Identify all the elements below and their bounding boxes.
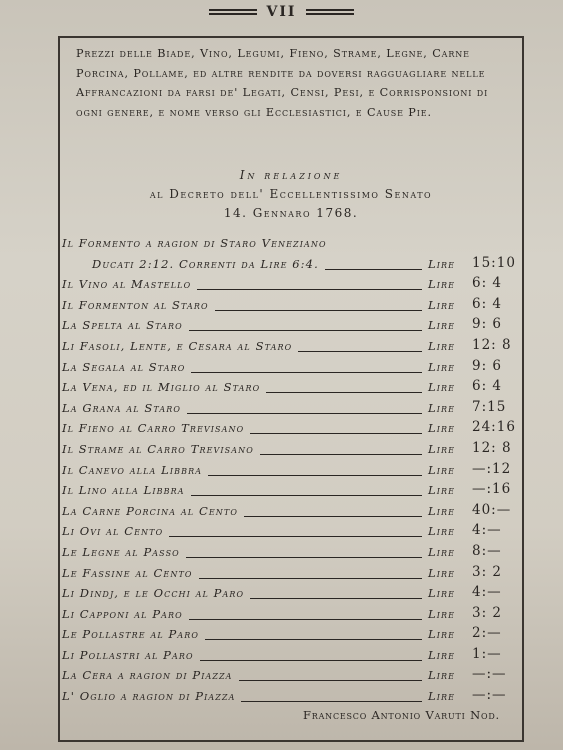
- price-unit: Lire: [428, 441, 456, 456]
- price-row: [62, 255, 522, 276]
- price-unit: Lire: [428, 689, 456, 704]
- price-row: [62, 378, 522, 399]
- relation-block: [60, 166, 522, 223]
- price-item: La Segala al Staro: [62, 359, 186, 374]
- price-row: [62, 316, 522, 337]
- price-item: La Carne Porcina al Cento: [62, 503, 238, 518]
- price-unit: Lire: [428, 668, 456, 683]
- relation-line-2: al Decreto dell' Eccellentissimo Senato: [149, 187, 433, 201]
- price-item: Li Ovi al Cento: [62, 524, 164, 539]
- price-list: [62, 234, 522, 708]
- price-unit: Lire: [428, 503, 456, 518]
- price-amount: 4:—: [472, 584, 502, 601]
- price-amount: 8:—: [472, 542, 502, 559]
- price-unit: Lire: [428, 277, 456, 292]
- price-amount: 4:—: [472, 522, 502, 539]
- price-unit: Lire: [428, 606, 456, 621]
- leader-line: [244, 516, 422, 517]
- leader-line: [260, 454, 422, 455]
- price-row: [62, 358, 522, 379]
- price-unit: Lire: [428, 380, 456, 395]
- price-row: [62, 584, 522, 605]
- leader-line: [298, 351, 422, 352]
- leader-line: [191, 372, 422, 373]
- price-amount: 12: 8: [472, 336, 512, 353]
- price-row: [62, 522, 522, 543]
- leader-line: [250, 433, 422, 434]
- price-row: [62, 646, 522, 667]
- leader-line: [197, 289, 422, 290]
- price-amount: —:—: [472, 687, 507, 704]
- price-row: [62, 399, 522, 420]
- price-row: [62, 275, 522, 296]
- price-row: [62, 481, 522, 502]
- price-amount: 6: 4: [472, 295, 503, 312]
- price-amount: 3: 2: [472, 604, 503, 621]
- relation-line-1: In relazione: [239, 168, 343, 182]
- header-rule-left: [209, 9, 257, 15]
- price-unit: Lire: [428, 544, 456, 559]
- leader-line: [187, 413, 422, 414]
- leader-line: [200, 660, 422, 661]
- price-unit: Lire: [428, 421, 456, 436]
- price-row: [62, 687, 522, 708]
- signature: Francesco Antonio Varuti Nod.: [302, 708, 500, 722]
- price-item: La Cera a ragion di Piazza: [62, 668, 233, 683]
- leader-line: [239, 680, 422, 681]
- price-row: [62, 419, 522, 440]
- price-unit: Lire: [428, 318, 456, 333]
- price-item: Li Pollastri al Paro: [62, 647, 194, 662]
- price-unit: Lire: [428, 647, 456, 662]
- price-item: Il Fieno al Carro Trevisano: [62, 421, 245, 436]
- leader-line: [189, 619, 422, 620]
- price-amount: 12: 8: [472, 439, 512, 456]
- price-item: Il Canevo alla Libbra: [62, 462, 203, 477]
- price-unit: Lire: [428, 565, 456, 580]
- price-amount: —:16: [472, 481, 512, 498]
- price-row: [62, 625, 522, 646]
- price-amount: 40:—: [472, 501, 512, 518]
- price-unit: Lire: [428, 256, 456, 271]
- price-item: Li Dindj, e le Occhi al Paro: [62, 586, 245, 601]
- leader-line: [191, 495, 422, 496]
- price-amount: 15:10: [472, 254, 516, 271]
- price-unit: Lire: [428, 627, 456, 642]
- relation-line-3: 14. Gennaro 1768.: [223, 206, 359, 220]
- leader-line: [199, 578, 422, 579]
- price-item: L' Oglio a ragion di Piazza: [62, 689, 236, 704]
- price-item: Il Vino al Mastello: [62, 277, 192, 292]
- price-item: La Vena, ed il Miglio al Staro: [62, 380, 261, 395]
- price-row: [62, 666, 522, 687]
- page-number: VII: [266, 4, 297, 20]
- document-heading: Prezzi delle Biade, Vino, Legumi, Fieno, Strame, Legne, Carne Porcina, Pollame, ed altre rendite da doversi ragguagliare nelle Affrancazioni da farsi de' Legati, Censi, Pesi, e Corrisponsioni di ogni genere, e nome verso gli Ecclesiastici, e Cause Pie.: [76, 47, 489, 119]
- price-item: Le Legne al Passo: [62, 544, 180, 559]
- price-amount: 3: 2: [472, 563, 503, 580]
- price-unit: Lire: [428, 524, 456, 539]
- price-item: Le Pollastre al Paro: [62, 627, 200, 642]
- price-amount: 6: 4: [472, 378, 503, 395]
- price-item: Li Capponi al Paro: [62, 606, 183, 621]
- price-unit: Lire: [428, 359, 456, 374]
- price-amount: 6: 4: [472, 275, 503, 292]
- price-unit: Lire: [428, 400, 456, 415]
- price-item: La Spelta al Staro: [62, 318, 183, 333]
- price-item: Il Formento a ragion di Staro Veneziano: [62, 236, 327, 250]
- price-amount: —:—: [472, 666, 507, 683]
- price-row: [62, 337, 522, 358]
- price-item: La Grana al Staro: [62, 400, 182, 415]
- header-rule-right: [306, 9, 354, 15]
- leader-line: [186, 557, 422, 558]
- price-amount: 1:—: [472, 645, 502, 662]
- price-item: Li Fasoli, Lente, e Cesara al Staro: [62, 338, 293, 353]
- price-unit: Lire: [428, 462, 456, 477]
- price-amount: 9: 6: [472, 316, 503, 333]
- leader-line: [241, 701, 422, 702]
- price-row: [62, 502, 522, 523]
- price-row: [62, 296, 522, 317]
- price-row: [62, 564, 522, 585]
- price-item: Il Strame al Carro Trevisano: [62, 441, 254, 456]
- price-amount: 24:16: [472, 419, 516, 436]
- leader-line: [169, 536, 422, 537]
- price-unit: Lire: [428, 297, 456, 312]
- leader-line: [250, 598, 422, 599]
- price-row: [62, 234, 522, 255]
- price-amount: 9: 6: [472, 357, 503, 374]
- price-amount: 2:—: [472, 625, 502, 642]
- price-unit: Lire: [428, 483, 456, 498]
- price-item: Il Formenton al Staro: [62, 297, 209, 312]
- price-item: Le Fassine al Cento: [62, 565, 193, 580]
- price-row: [62, 543, 522, 564]
- leader-line: [215, 310, 422, 311]
- price-amount: 7:15: [472, 398, 507, 415]
- price-row: [62, 461, 522, 482]
- price-item: Il Lino alla Libbra: [62, 483, 185, 498]
- price-item: Ducati 2:12. Correnti da Lire 6:4.: [92, 256, 319, 271]
- leader-line: [208, 475, 422, 476]
- price-unit: Lire: [428, 338, 456, 353]
- price-amount: —:12: [472, 460, 512, 477]
- leader-line: [205, 639, 422, 640]
- leader-line: [325, 269, 422, 270]
- page-header: [0, 4, 563, 20]
- price-row: [62, 605, 522, 626]
- price-unit: Lire: [428, 586, 456, 601]
- price-row: [62, 440, 522, 461]
- leader-line: [266, 392, 422, 393]
- leader-line: [189, 330, 422, 331]
